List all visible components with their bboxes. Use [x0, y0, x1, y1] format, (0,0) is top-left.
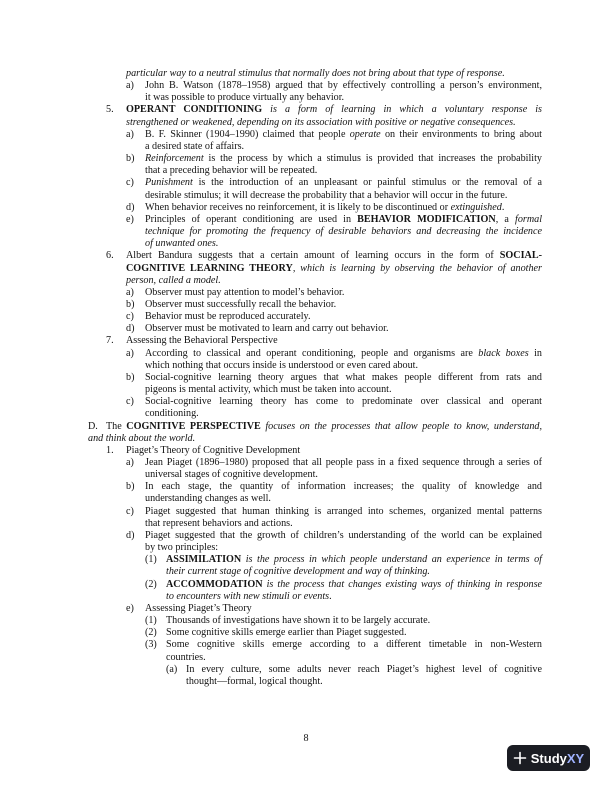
definition-text-2: person, called a model. — [126, 274, 221, 286]
list-item — [88, 80, 542, 92]
section-d — [88, 421, 542, 433]
item-marker: 7. — [106, 335, 114, 347]
item-text: Piaget suggested that human thinking is arranged into schemes, organized mental patterns — [145, 505, 542, 517]
list-item-continuation — [88, 360, 542, 372]
item-text: Behavior must be reproduced accurately. — [145, 311, 311, 323]
list-item-continuation — [88, 238, 542, 250]
item-marker: 1. — [106, 444, 114, 456]
item-marker: d) — [126, 201, 135, 213]
list-item — [88, 348, 542, 360]
list-item — [88, 129, 542, 141]
watson-text-2: it was possible to produce virtually any behavior. — [145, 92, 345, 104]
item-text: B. F. Skinner (1904–1990) claimed that people — [145, 128, 350, 140]
item-text: a desired state of affairs. — [145, 140, 245, 152]
item-text: on their environments to bring about — [380, 128, 542, 140]
item-marker: a) — [126, 128, 134, 140]
item-marker: b) — [126, 153, 135, 165]
list-item — [88, 323, 542, 335]
item-emphasis: black boxes — [478, 347, 529, 359]
section-6-continuation — [88, 275, 542, 287]
section-heading: Piaget’s Theory of Cognitive Development — [126, 444, 301, 456]
list-item — [88, 177, 542, 189]
definition-text-2: strengthened or weakened, depending on its association with positive or negative consequences. — [126, 116, 516, 128]
item-text: Social-cognitive learning theory has come to predominate over classical and operant — [145, 396, 542, 408]
list-item — [88, 664, 542, 676]
item-marker: e) — [126, 602, 134, 614]
item-marker: d) — [126, 529, 135, 541]
item-emphasis: Reinforcement — [145, 153, 204, 165]
item-marker: (2) — [145, 627, 157, 639]
list-item — [88, 287, 542, 299]
item-text: Observer must successfully recall the behavior. — [145, 298, 337, 310]
section-5-continuation — [88, 117, 542, 129]
item-marker: a) — [126, 457, 134, 468]
brand-main: Study — [530, 750, 567, 766]
list-item — [88, 639, 542, 651]
item-marker: D. — [88, 420, 98, 432]
item-text: Assessing Piaget’s Theory — [145, 602, 252, 614]
list-item — [88, 202, 542, 214]
list-item — [88, 579, 542, 591]
term-social-cognitive-2: COGNITIVE LEARNING THEORY — [126, 262, 293, 274]
subsection-1 — [88, 445, 542, 457]
list-item-continuation — [88, 591, 542, 603]
item-text: conditioning. — [145, 408, 199, 420]
item-marker: (a) — [166, 663, 178, 675]
item-text: Principles of operant conditioning are used in — [145, 213, 358, 225]
item-marker: b) — [126, 481, 135, 493]
item-marker: (3) — [145, 639, 157, 651]
list-item-continuation — [88, 542, 542, 554]
item-marker: 5. — [106, 104, 114, 116]
item-text: The — [106, 420, 127, 432]
list-item-continuation — [88, 384, 542, 396]
item-marker: c) — [126, 505, 134, 517]
definition-text-2: their current stage of cognitive development and way of thinking. — [166, 566, 430, 578]
definition-text: is the process that changes existing ways of thinking in response — [262, 578, 542, 590]
definition-text-2: to encounters with new stimuli or events — [166, 590, 330, 602]
list-item-continuation — [88, 652, 542, 664]
definition-text: focuses on the processes that allow people to know, understand, — [260, 420, 542, 432]
term-accommodation: ACCOMMODATION — [166, 578, 263, 590]
list-item-continuation — [88, 165, 542, 177]
item-emphasis: operate — [349, 128, 381, 140]
item-marker: a) — [126, 286, 134, 298]
item-text: Piaget suggested that the growth of children’s understanding of the world can be explained — [145, 529, 542, 541]
intro-line — [88, 68, 542, 80]
list-item-continuation — [88, 566, 542, 578]
item-marker: b) — [126, 298, 135, 310]
item-marker: a) — [126, 347, 134, 359]
item-text: Albert Bandura suggests that a certain amount of learning occurs in the form of — [126, 250, 500, 262]
item-text: desirable stimulus; it will decrease the probability that a behavior will occur in the future. — [145, 189, 508, 201]
item-emphasis: Punishment — [145, 177, 193, 189]
item-marker: (1) — [145, 615, 157, 627]
item-emphasis: extinguished — [450, 201, 502, 213]
item-text: In every culture, some adults never reach Piaget’s highest level of cognitive — [186, 663, 542, 675]
definition-text-2: and think about the world. — [88, 432, 196, 444]
item-text: in — [528, 347, 542, 359]
item-text: by two principles: — [145, 542, 219, 554]
section-d-continuation — [88, 433, 542, 445]
item-marker: b) — [126, 371, 135, 383]
item-text: Observer must be motivated to learn and carry out behavior. — [145, 323, 389, 335]
list-item — [88, 396, 542, 408]
brand-text — [531, 751, 584, 766]
item-text: is the process by which a stimulus is provided that increases the probability — [203, 153, 542, 165]
item-marker: c) — [126, 311, 134, 323]
item-text: countries. — [166, 651, 206, 663]
brand-accent: XY — [566, 750, 585, 766]
item-text: Jean Piaget (1896–1980) proposed that all people pass in a fixed sequence through a series of — [145, 457, 542, 468]
list-item — [88, 372, 542, 384]
list-item-continuation — [88, 226, 542, 238]
section-5 — [88, 104, 542, 116]
term-social-cognitive: SOCIAL- — [499, 250, 542, 262]
item-emphasis: formal — [515, 213, 543, 225]
item-text: . — [329, 590, 332, 602]
intro-text: particular way to a neutral stimulus that normally does not bring about that type of response. — [126, 68, 505, 79]
item-text: When behavior receives no reinforcement, it is likely to be discontinued or — [145, 201, 451, 213]
list-item — [88, 299, 542, 311]
item-marker: c) — [126, 177, 134, 189]
item-text: Some cognitive skills emerge according to a different timetable in non-Western — [166, 639, 542, 651]
item-text: , a — [495, 213, 515, 225]
item-text: pigeons is mental activity, which must be taken into account. — [145, 384, 392, 396]
item-text: understanding changes as well. — [145, 493, 271, 505]
list-item — [88, 615, 542, 627]
section-6 — [88, 250, 542, 262]
item-marker: 6. — [106, 250, 114, 262]
item-text: which nothing that occurs inside is understood or even cared about. — [145, 359, 419, 371]
list-item — [88, 603, 542, 615]
definition-text: , which is learning by observing the behavior of another — [292, 262, 542, 274]
plus-icon — [513, 751, 527, 765]
item-text: is the introduction of an unpleasant or painful stimulus or the removal of a — [192, 177, 542, 189]
item-marker: c) — [126, 396, 134, 408]
list-item-continuation — [88, 92, 542, 104]
watson-text: John B. Watson (1878–1958) argued that by effectively controlling a person’s environment, — [145, 80, 542, 92]
item-text: Social-cognitive learning theory argues that what makes people different from rats and — [145, 371, 542, 383]
item-emphasis: of unwanted ones. — [145, 238, 219, 250]
item-text: Some cognitive skills emerge earlier than Piaget suggested. — [166, 627, 407, 639]
list-item-continuation — [88, 190, 542, 202]
list-item-continuation — [88, 408, 542, 420]
item-text: universal stages of cognitive development. — [145, 469, 318, 481]
definition-text: is a form of learning in which a voluntary response is — [262, 104, 542, 116]
list-item-continuation — [88, 469, 542, 481]
section-heading: Assessing the Behavioral Perspective — [126, 335, 278, 347]
term-assimilation: ASSIMILATION — [166, 554, 242, 566]
item-text: that represent behaviors and actions. — [145, 517, 293, 529]
term-behavior-modification: BEHAVIOR MODIFICATION — [357, 213, 496, 225]
item-text: . — [501, 201, 505, 213]
item-text: Thousands of investigations have shown it to be largely accurate. — [166, 615, 431, 627]
section-7 — [88, 335, 542, 347]
studyxy-watermark — [507, 745, 590, 771]
term-operant-conditioning: OPERANT CONDITIONING — [126, 104, 263, 116]
list-item — [88, 554, 542, 566]
item-text: In each stage, the quantity of information increases; the quality of knowledge and — [145, 481, 542, 493]
list-item-continuation — [88, 676, 542, 688]
list-item-continuation — [88, 518, 542, 530]
list-item — [88, 506, 542, 518]
list-item — [88, 311, 542, 323]
list-item — [88, 627, 542, 639]
item-text: thought—formal, logical thought. — [186, 675, 323, 687]
section-6-continuation — [88, 263, 542, 275]
list-item — [88, 530, 542, 542]
page-content — [88, 68, 542, 688]
item-marker: e) — [126, 213, 134, 225]
item-emphasis: technique for promoting the frequency of desirable behaviors and decreasing the incidence — [145, 226, 542, 238]
item-text: that a preceding behavior will be repeated. — [145, 165, 318, 177]
definition-text: is the process in which people understand an experience in terms of — [241, 554, 542, 566]
item-marker: (2) — [145, 578, 157, 590]
page-number: 8 — [303, 733, 309, 744]
list-item-continuation — [88, 141, 542, 153]
item-marker: (1) — [145, 554, 157, 566]
item-marker: d) — [126, 323, 135, 335]
list-item — [88, 153, 542, 165]
list-item — [88, 214, 542, 226]
term-cognitive-perspective: COGNITIVE PERSPECTIVE — [126, 420, 261, 432]
item-marker: a) — [126, 80, 134, 92]
list-item — [88, 457, 542, 469]
item-text: According to classical and operant conditioning, people and organisms are — [145, 347, 479, 359]
item-text: Observer must pay attention to model’s behavior. — [145, 286, 345, 298]
list-item-continuation — [88, 493, 542, 505]
list-item — [88, 481, 542, 493]
